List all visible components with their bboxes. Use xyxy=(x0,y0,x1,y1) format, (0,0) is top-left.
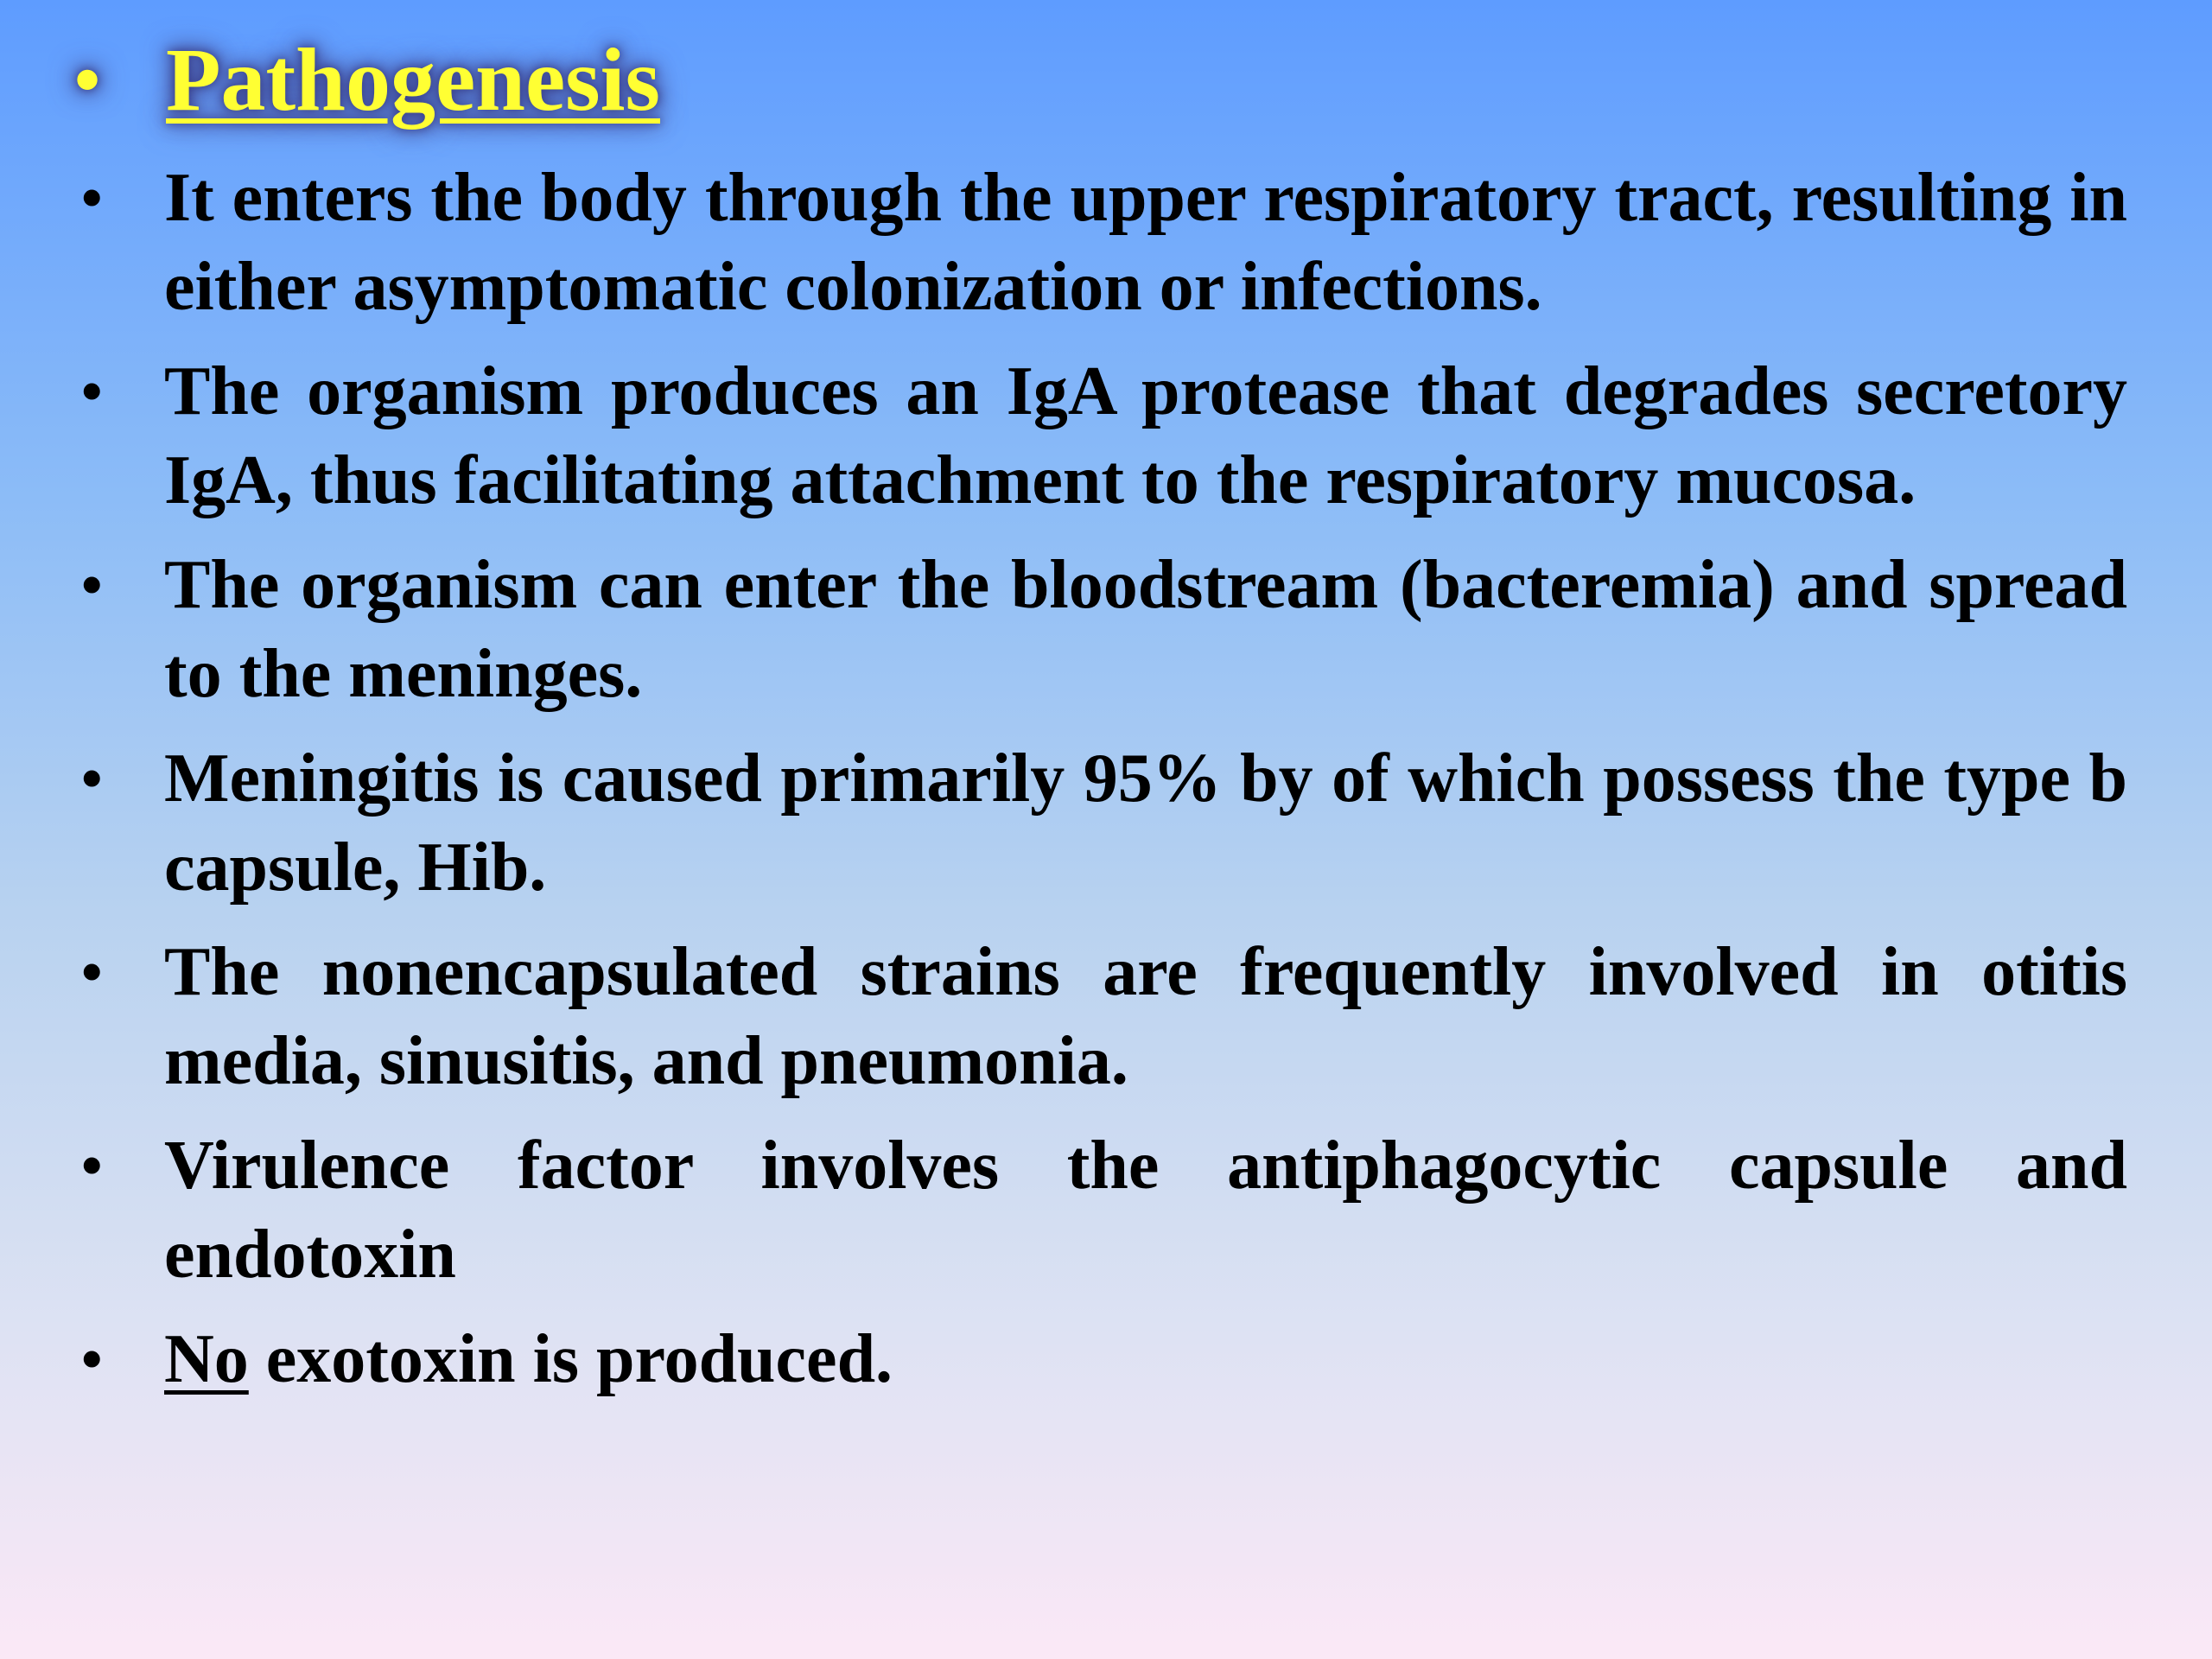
bullet-item xyxy=(74,1315,2127,1404)
bullet-marker: • xyxy=(81,1133,103,1199)
bullet-item xyxy=(74,154,2127,332)
bullet-marker: • xyxy=(81,552,103,619)
bullet-item xyxy=(74,928,2127,1106)
slide-title: Pathogenesis xyxy=(166,29,660,130)
bullet-text: The nonencapsulated strains are frequently involved in otitis media, sinusitis, and pneumonia. xyxy=(164,934,2127,1099)
bullet-text: The organism can enter the bloodstream (bacteremia) and spread to the meninges. xyxy=(164,547,2127,712)
underlined-word: No xyxy=(164,1321,249,1397)
bullet-marker: • xyxy=(81,359,103,425)
bullet-text-rest: exotoxin is produced. xyxy=(248,1321,893,1397)
slide-title-row xyxy=(74,19,660,140)
bullet-item xyxy=(74,541,2127,719)
bullet-marker: • xyxy=(81,746,103,812)
bullet-marker: • xyxy=(81,939,103,1006)
bullet-item xyxy=(74,347,2127,525)
bullet-text-last xyxy=(164,1315,2127,1404)
bullet-text: The organism produces an IgA protease that degrades secretory IgA, thus facilitating attachment to the respiratory mucosa. xyxy=(164,353,2127,518)
bullet-text: It enters the body through the upper respiratory tract, resulting in either asymptomatic colonization or infections. xyxy=(164,160,2127,325)
bullet-marker: • xyxy=(81,1326,103,1393)
bullet-item xyxy=(74,734,2127,912)
bullet-marker: • xyxy=(81,165,103,232)
bullet-list xyxy=(74,154,2127,1420)
bullet-item xyxy=(74,1122,2127,1300)
bullet-text: Virulence factor involves the antiphagocytic capsule and endotoxin xyxy=(164,1128,2127,1293)
title-bullet: • xyxy=(74,38,101,121)
bullet-text: Meningitis is caused primarily 95% by of which possess the type b capsule, Hib. xyxy=(164,741,2127,906)
